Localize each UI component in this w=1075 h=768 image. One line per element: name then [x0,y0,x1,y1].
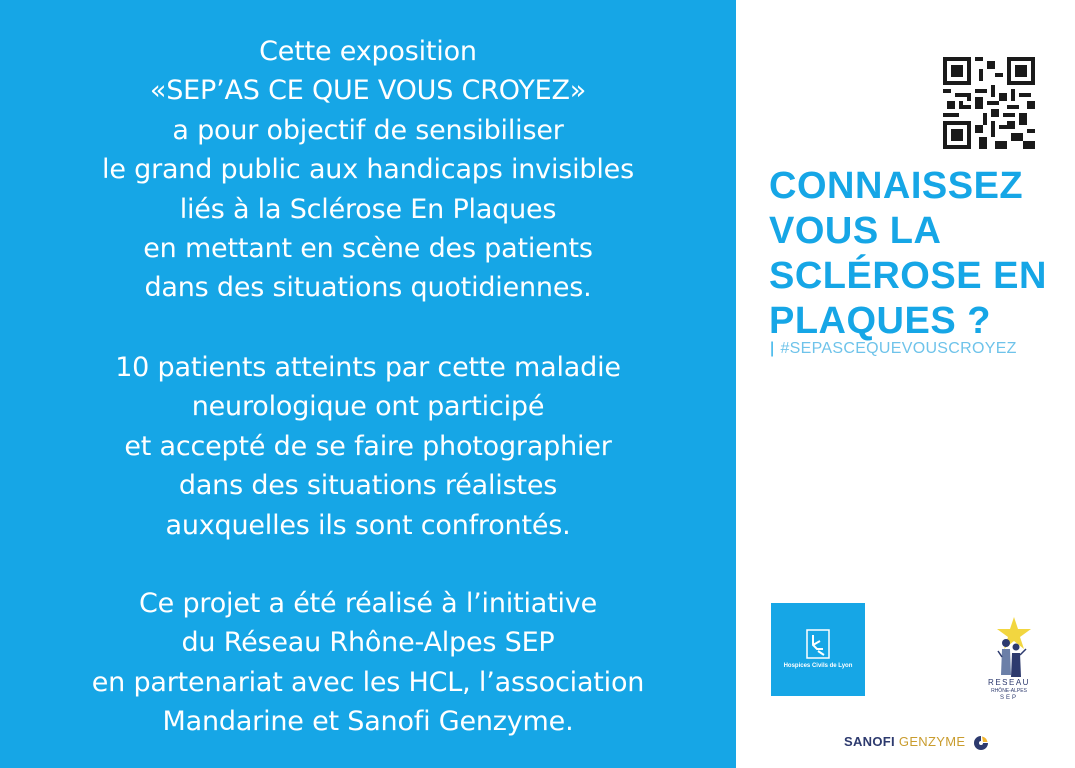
text-line: Mandarine et Sanofi Genzyme. [162,706,574,738]
qr-code-icon[interactable] [943,57,1035,149]
headline-line: PLAQUES ? [769,300,991,342]
text-line: liés à la Sclérose En Plaques [179,193,557,225]
text-line: auxquelles ils sont confrontés. [165,509,571,541]
headline-line: CONNAISSEZ [769,165,1024,207]
hashtag-text: #SEPASCEQUEVOUSCROYEZ [780,340,1017,357]
hcl-name: Hospices Civils de Lyon [783,663,853,669]
headline-line: SCLÉROSE EN [769,255,1047,297]
intro-paragraph-3 [0,584,736,742]
text-line: Ce projet a été réalisé à l’initiative [139,588,597,619]
genzyme-text: GENZYME [898,734,966,749]
text-line: en mettant en scène des patients [143,233,593,265]
intro-paragraph-1 [0,32,736,308]
text-line: et accepté de se faire photographier [124,430,612,462]
cover-panel [736,0,1075,768]
text-line: a pour objectif de sensibiliser [172,114,564,146]
hashtag [770,340,1017,358]
text-line: le grand public aux handicaps invisibles [102,154,634,186]
hcl-emblem-icon [806,629,830,659]
sanofi-genzyme-logo [844,734,989,751]
exhibition-title: «SEP’AS CE QUE VOUS CROYEZ» [149,75,587,107]
text-line: du Réseau Rhône-Alpes SEP [181,627,555,659]
text-line: en partenariat avec les HCL, l’association [91,666,645,698]
headline-line: VOUS LA [769,210,942,252]
text-line: dans des situations quotidiennes. [144,272,592,304]
text-line: neurologique ont participé [191,391,545,423]
sanofi-swirl-icon [973,735,989,751]
sanofi-text: SANOFI [844,734,895,749]
reseau-region: RHÔNE-ALPES [991,688,1027,694]
divider-bar: | [770,340,775,357]
headline [769,164,1047,344]
intro-paragraph-2 [0,348,736,545]
hcl-logo [771,603,865,696]
text-line: 10 patients atteints par cette maladie [115,352,621,383]
text-line: dans des situations réalistes [178,470,558,502]
reseau-name: RESEAU [988,678,1030,687]
text-line: Cette exposition [259,36,477,67]
reseau-sep: SEP [999,695,1018,701]
